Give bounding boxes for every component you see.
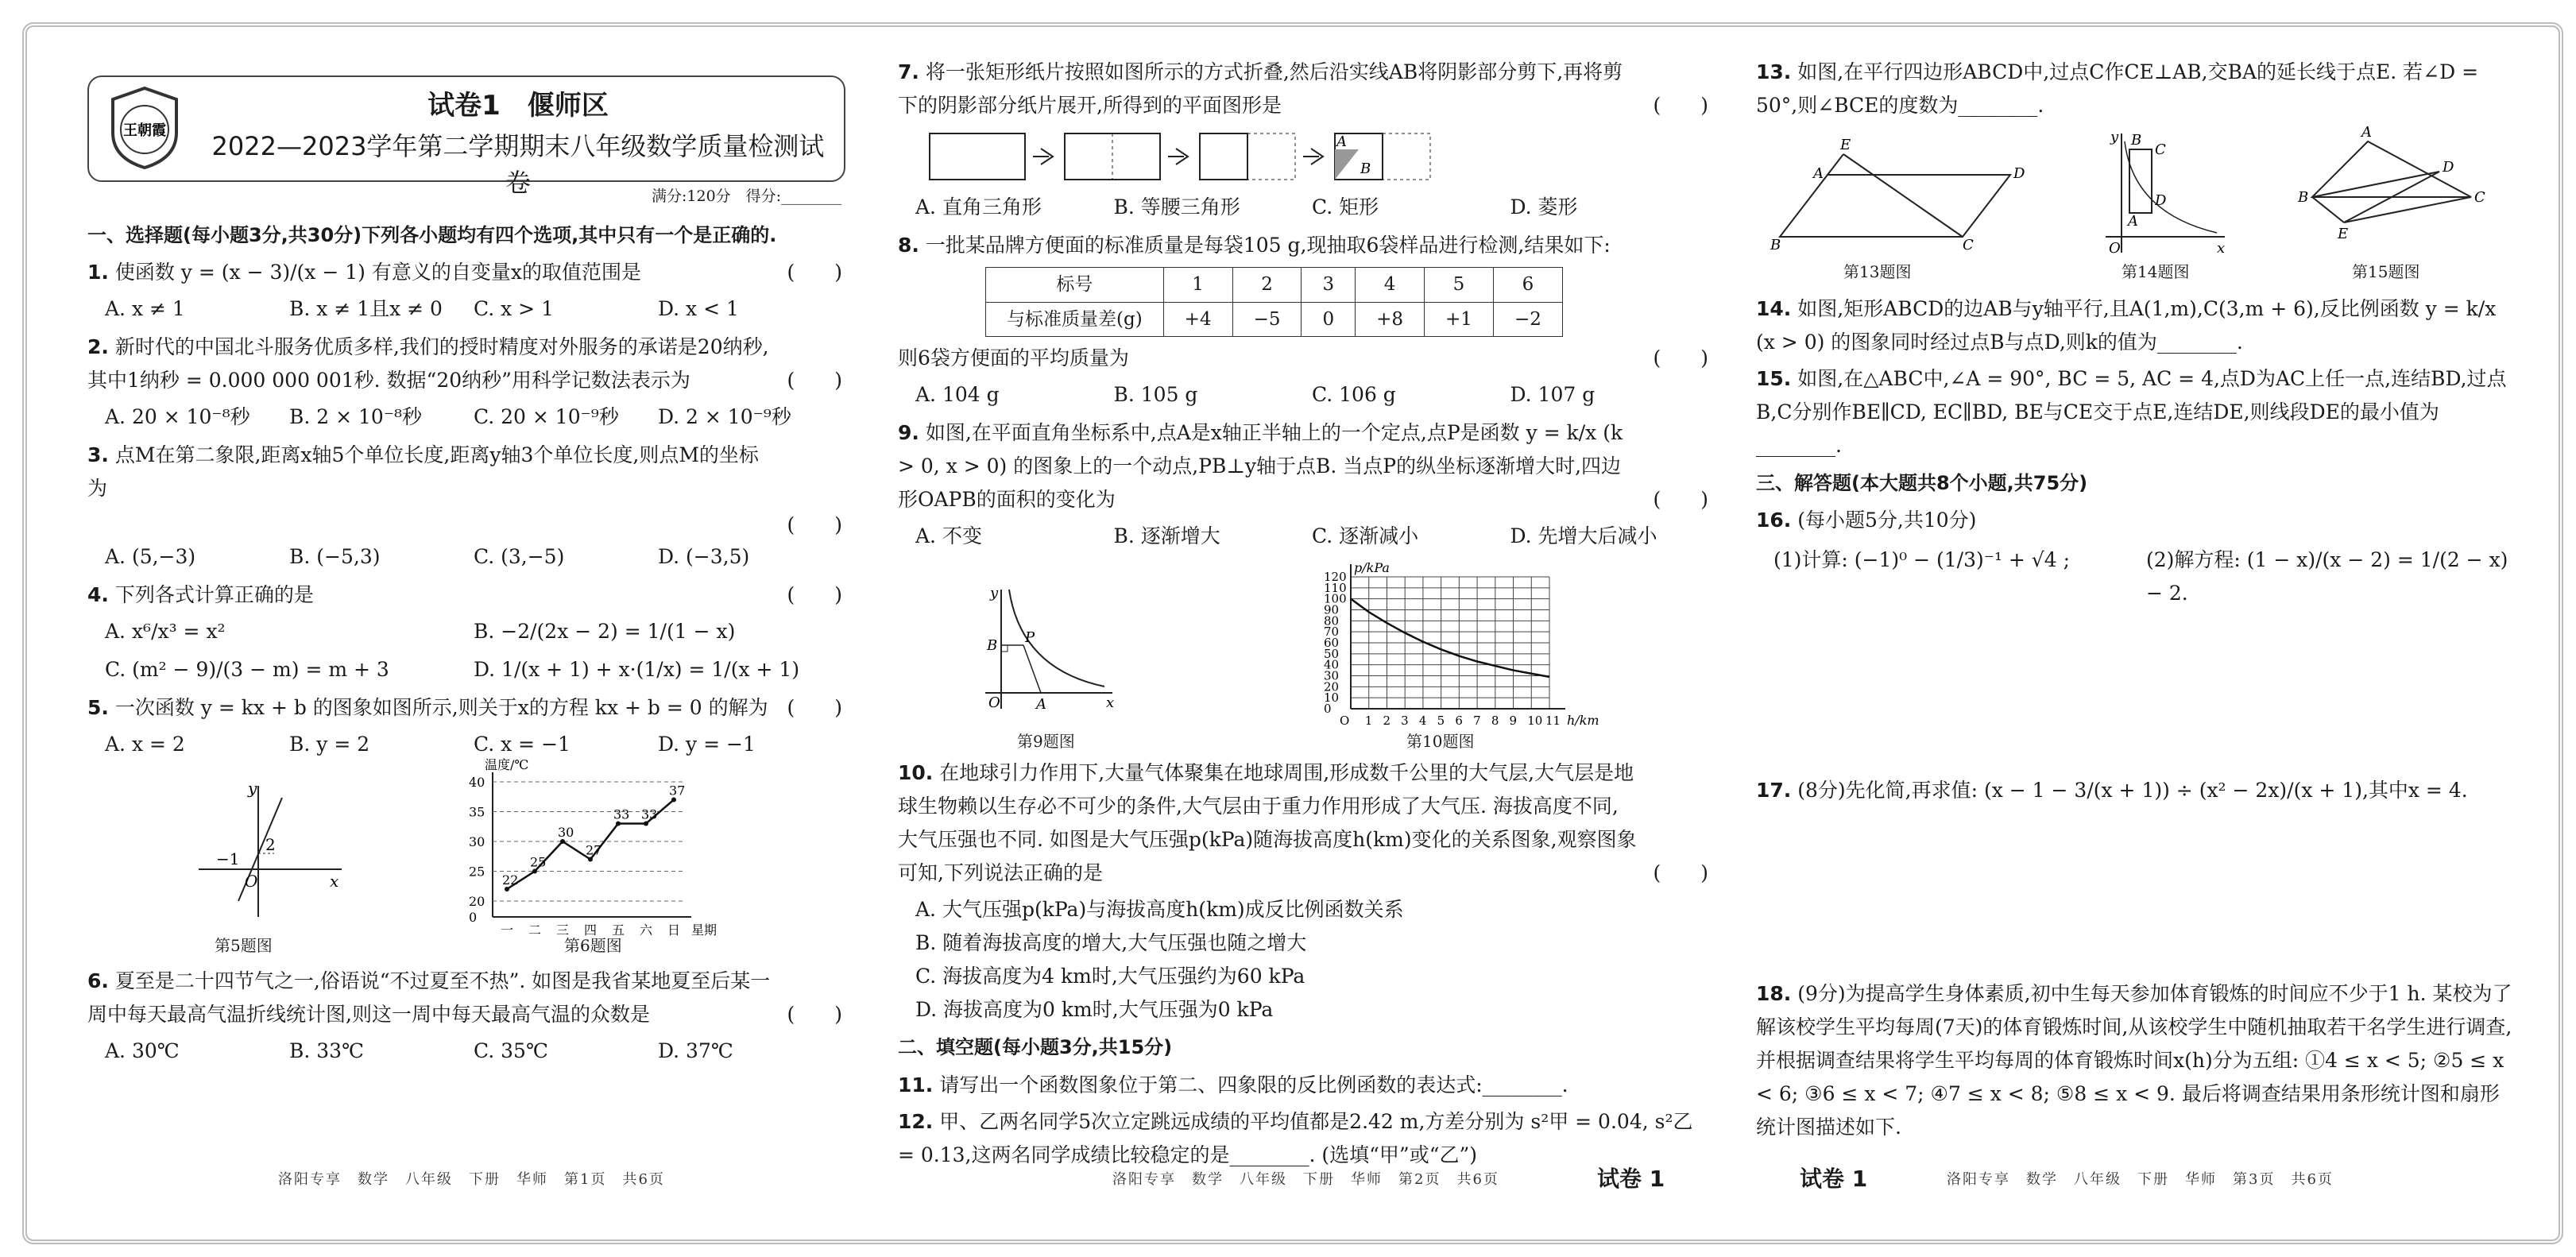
section1-heading: 一、选择题(每小题3分,共30分)下列各小题均有四个选项,其中只有一个是正确的. [87,224,777,246]
svg-text:C: C [1963,237,1974,253]
question-14: 14. 如图,矩形ABCD的边AB与y轴平行,且A(1,m),C(3,m + 6),反比例函数 y = k/x (x > 0) 的图象同时经过点B与点D,则k的值为________. [1756,297,2497,354]
question-18: 18. (9分)为提高学生身体素质,初中生每天参加体育锻炼的时间应不少于1 h. 某校为了解该校学生平均每周(7天)的体育锻炼时间,从该校学生中随机抽取若干名学生进行调查,并根据调查结果将学生平均每周的体育锻炼时间x(h)分为五组: ①4 ≤ x < 5; ②5 ≤ x < 6; ③6 ≤ x < 7; ④7 ≤ x < 8; ⑤8 ≤ x < 9. 最后将调查结果用条形统计图和扇形统计图描述如下. [1756,982,2512,1139]
data-label: 27 [586,842,602,858]
svg-text:O: O [245,872,258,892]
svg-text:2: 2 [265,835,276,855]
svg-text:C: C [2474,189,2485,206]
x-tick-label: 7 [1473,714,1481,729]
svg-text:E: E [1840,137,1851,153]
svg-text:x: x [2217,240,2226,257]
question-3: 3. 点M在第二象限,距离x轴5个单位长度,距离y轴3个单位长度,则点M的坐标为 [87,443,759,501]
q3-paren: ( ) [787,513,842,537]
x-tick-label: 三 [556,922,570,938]
question-2: 2. 新时代的中国北斗服务优质多样,我们的授时精度对外服务的承诺是20纳秒,其中1纳秒 = 0.000 000 001秒. 数据“20纳秒”用科学记数法表示为 ( ) [87,335,842,393]
x-tick-label: 3 [1401,714,1409,729]
question-9: 9. 如图,在平面直角坐标系中,点A是x轴正半轴上的一个定点,点P是函数 y = k/x (k > 0, x > 0) 的图象上的一个动点,PB⊥y轴于点B. 当点P的纵坐标逐渐增大时,四边形OAPB的面积的变化为 ( ) [898,421,1708,512]
y-tick-label: 50 [1324,647,1340,662]
exam-subtitle: 2022—2023学年第二学期期末八年级数学质量检测试卷 [211,131,825,198]
x-tick-label: 四 [584,922,598,938]
q9-options: A. 不变 B. 逐渐增大 C. 逐渐减小 D. 先增大后减小 [915,524,1657,548]
paper-mark-2: 试卷 1 [1597,1166,1665,1192]
y-tick-label: 30 [469,834,485,850]
footer-page-1: 洛阳专享 数学 八年级 下册 华师 第1页 共6页 [278,1171,665,1188]
x-tick-label: 2 [1383,714,1391,729]
data-label: 25 [530,854,547,870]
y-tick-label: 60 [1324,636,1340,651]
x-tick-label: 8 [1491,714,1499,729]
svg-text:C: C [2155,141,2166,158]
svg-text:A: A [1813,165,1824,182]
data-label: 22 [502,872,519,888]
x-tick-label: 10 [1527,714,1543,729]
x-tick-label: 11 [1545,714,1561,729]
section2-heading: 二、填空题(每小题3分,共15分) [898,1036,1173,1059]
q6-options: A. 30℃ B. 33℃ C. 35℃ D. 37℃ [105,1039,733,1063]
column-3 [1756,56,2519,1147]
data-label: 33 [613,806,630,822]
svg-text:E: E [2338,226,2349,242]
y-tick-label: 0 [1324,702,1332,717]
x-axis-label: 星期 [691,922,717,938]
svg-text:D: D [2443,159,2454,176]
question-15: 15. 如图,在△ABC中,∠A = 90°, BC = 5, AC = 4,点D为AC上任一点,连结BD,过点B,C分别作BE∥CD, EC∥BD, BE与CE交于点E,连结DE,则线段DE的最小值为________. [1756,367,2507,457]
q3-options: A. (5,−3) B. (−5,3) C. (3,−5) D. (−3,5) [105,545,750,569]
question-1: 1. 使函数 y = (x − 3)/(x − 1) 有意义的自变量x的取值范围是 ( ) [87,261,842,284]
x-tick-label: 1 [1364,714,1373,729]
origin-label: O [1340,714,1350,729]
exam-title: 试卷1 偃师区 [427,90,609,122]
question-13: 13. 如图,在平行四边形ABCD中,过点C作CE⊥AB,交BA的延长线于点E. 若∠D = 50°,则∠BCE的度数为________. [1756,60,2479,117]
x-tick-label: 5 [1437,714,1445,729]
question-17: 17. (8分)先化简,再求值: (x − 1 − 3/(x + 1)) ÷ (x² − 2x)/(x + 1),其中x = 4. [1756,779,2468,803]
svg-text:B: B [1770,237,1781,253]
y-tick-label: 0 [469,910,478,926]
y-tick-label: 80 [1324,613,1340,628]
svg-text:O: O [988,694,1000,712]
q1-options: A. x ≠ 1 B. x ≠ 1且x ≠ 0 C. x > 1 D. x < 1 [105,297,739,321]
data-label: 37 [669,783,686,799]
x-tick-label: 二 [528,922,542,938]
question-6: 6. 夏至是二十四节气之一,俗语说“不过夏至不热”. 如图是我省某地夏至后某一周中每天最高气温折线统计图,则这一周中每天最高气温的众数是 ( ) [87,969,842,1027]
figure-13-caption: 第13题图 [1843,262,1912,281]
svg-text:−1: −1 [216,849,240,869]
svg-text:王朝霞: 王朝霞 [123,122,166,139]
question-4: 4. 下列各式计算正确的是 ( ) [87,583,842,607]
figure-6-caption: 第6题图 [564,936,622,956]
svg-text:x: x [1106,694,1115,712]
x-tick-label: 五 [612,922,625,938]
q8-text2: 则6袋方便面的平均质量为 ( ) [898,346,1708,370]
y-tick-label: 100 [1324,591,1347,606]
q5-options: A. x = 2 B. y = 2 C. x = −1 D. y = −1 [105,733,756,756]
y-tick-label: 40 [469,775,485,791]
svg-text:D: D [2155,192,2167,209]
figures-13-15 [1756,126,2519,292]
x-axis-label: h/km [1567,713,1599,729]
q16-answer-space [1756,615,2519,774]
figure-9 [977,582,1120,717]
q7-options: A. 直角三角形 B. 等腰三角形 C. 矩形 D. 菱形 [915,195,1578,219]
svg-text:y: y [248,779,257,799]
question-5: 5. 一次函数 y = kx + b 的图象如图所示,则关于x的方程 kx + b = 0 的解为 ( ) [87,696,842,720]
y-tick-label: 110 [1324,581,1347,596]
figures-5-6 [87,758,842,965]
y-tick-label: 10 [1324,690,1340,706]
q10-options: A. 大气压强p(kPa)与海拔高度h(km)成反比例函数关系 B. 随着海拔高度的增大,大气压强也随之增大 C. 海拔高度为4 km时,大气压强约为60 kPa D. 海拔高度为0 km时,大气压强为0 kPa [915,898,1404,1022]
figure-6-chart [461,758,723,941]
figure-13 [1764,133,2026,253]
figure-5 [191,774,350,925]
svg-text:A: A [1336,133,1347,150]
section3-heading: 三、解答题(本大题共8个小题,共75分) [1756,472,2088,494]
x-tick-label: 日 [667,922,681,938]
y-tick-label: 35 [469,804,485,820]
x-tick-label: 6 [1455,714,1463,729]
svg-text:x: x [330,872,339,892]
figure-10-chart [1311,558,1605,733]
x-tick-label: 六 [640,922,653,938]
svg-text:B: B [987,637,998,655]
column-1 [87,215,842,1073]
svg-text:B: B [1360,161,1371,177]
figure-15 [2296,126,2495,261]
svg-text:y: y [2110,129,2119,145]
question-8: 8. 一批某品牌方便面的标准质量是每袋105 g,现抽取6袋样品进行检测,结果如下: [898,234,1611,257]
x-tick-label: 9 [1509,714,1518,729]
svg-text:P: P [1025,629,1035,647]
svg-text:A: A [1036,696,1046,714]
q17-answer-space [1756,810,2519,977]
q16-parts: (1)计算: (−1)⁰ − (1/3)⁻¹ + √4 ; (2)解方程: (1 − x)/(x − 2) = 1/(2 − x) − 2. [1773,548,2508,605]
y-axis-label: p/kPa [1354,560,1390,576]
svg-text:B: B [2131,132,2142,149]
svg-text:O: O [2109,240,2121,257]
svg-text:B: B [2298,189,2309,206]
svg-text:D: D [2013,165,2025,182]
figures-9-10 [898,558,1708,756]
y-tick-label: 40 [1324,657,1340,672]
svg-text:A: A [2361,126,2372,141]
figure-14-caption: 第14题图 [2122,262,2190,281]
question-11: 11. 请写出一个函数图象位于第二、四象限的反比例函数的表达式:________. [898,1073,1568,1096]
figure-5-caption: 第5题图 [215,936,273,956]
figure-7-folding [922,126,1716,189]
figure-14 [2090,126,2233,261]
y-axis-label: 温度/℃ [485,758,529,773]
q8-options: A. 104 g B. 105 g C. 106 g D. 107 g [915,383,1595,407]
q8-table: 标号 1 2 3 4 5 6 与标准质量差(g) +4 −5 0 +8 +1 −2 [985,267,1563,337]
data-label: 33 [641,806,658,822]
question-7: 7. 将一张矩形纸片按照如图所示的方式折叠,然后沿实线AB将阴影部分剪下,再将剪下的阴影部分纸片展开,所得到的平面图形是 ( ) [898,60,1708,117]
score-line: 满分:120分 得分:________ [652,188,842,205]
data-label: 30 [558,825,574,841]
footer-page-2: 洛阳专享 数学 八年级 下册 华师 第2页 共6页 [1112,1171,1499,1188]
y-tick-label: 20 [469,894,485,910]
figure-15-caption: 第15题图 [2352,262,2420,281]
question-10: 10. 在地球引力作用下,大量气体聚集在地球周围,形成数千公里的大气层,大气层是地球生物赖以生存必不可少的条件,大气层由于重力作用形成了大气压. 海拔高度不同,大气压强也不同. 如图是大气压强p(kPa)随海拔高度h(km)变化的关系图象,观察图象可知,下列说法正确的是 ( ) [898,761,1708,885]
y-tick-label: 90 [1324,602,1340,617]
x-tick-label: 一 [501,922,514,938]
y-tick-label: 120 [1324,570,1347,585]
y-tick-label: 25 [469,864,485,880]
y-tick-label: 20 [1324,679,1340,694]
figure-10-caption: 第10题图 [1406,732,1475,752]
footer-page-3: 洛阳专享 数学 八年级 下册 华师 第3页 共6页 [1947,1171,2334,1188]
q4-options-cd: C. (m² − 9)/(3 − m) = m + 3 D. 1/(x + 1) + x·(1/x) = 1/(x + 1) [105,658,800,682]
y-tick-label: 70 [1324,625,1340,640]
school-logo [105,85,184,171]
x-tick-label: 4 [1418,714,1427,729]
q4-options-ab: A. x⁶/x³ = x² B. −2/(2x − 2) = 1/(1 − x) [105,620,736,644]
q2-options: A. 20 × 10⁻⁸秒 B. 2 × 10⁻⁸秒 C. 20 × 10⁻⁹秒 D. 2 × 10⁻⁹秒 [105,405,791,429]
column-2 [898,56,1708,1175]
paper-mark-3: 试卷 1 [1800,1166,1868,1192]
question-16: 16. (每小题5分,共10分) [1756,509,1977,532]
svg-text:A: A [2128,213,2138,230]
question-12: 12. 甲、乙两名同学5次立定跳远成绩的平均值都是2.42 m,方差分别为 s²甲 = 0.04, s²乙 = 0.13,这两名同学成绩比较稳定的是________. (选填“甲”或“乙”) [898,1109,1693,1166]
figure-9-caption: 第9题图 [1017,732,1075,752]
svg-text:y: y [990,585,999,602]
y-tick-label: 30 [1324,668,1340,683]
